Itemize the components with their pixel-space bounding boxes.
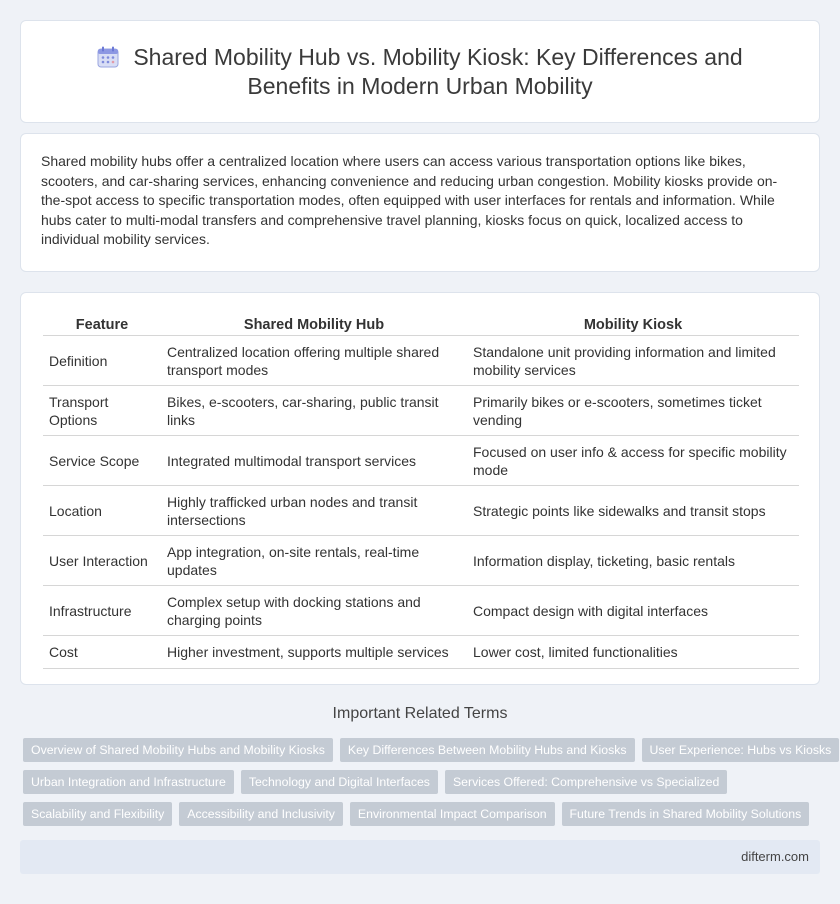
footer-site-link[interactable]: difterm.com [741,849,809,864]
table-row [43,486,799,536]
header-mobility-kiosk: Mobility Kiosk [467,313,799,336]
row-hub-value: Highly trafficked urban nodes and transit intersections [161,486,467,536]
tag-row [23,770,823,794]
comparison-card [20,292,820,685]
table-header-row [43,313,799,336]
row-feature: Cost [43,636,161,669]
row-kiosk-value: Lower cost, limited functionalities [467,636,799,669]
table-row [43,336,799,386]
related-term-tag[interactable]: Accessibility and Inclusivity [179,802,343,826]
row-kiosk-value: Information display, ticketing, basic rentals [467,536,799,586]
calendar-icon [97,46,119,68]
footer [20,840,820,874]
related-term-tag[interactable]: Environmental Impact Comparison [350,802,555,826]
row-hub-value: App integration, on-site rentals, real-time updates [161,536,467,586]
row-hub-value: Bikes, e-scooters, car-sharing, public transit links [161,386,467,436]
page-title-text: Shared Mobility Hub vs. Mobility Kiosk: Key Differences and Benefits in Modern Urban Mobility [133,44,743,99]
row-hub-value: Higher investment, supports multiple services [161,636,467,669]
row-kiosk-value: Compact design with digital interfaces [467,586,799,636]
row-feature: Definition [43,336,161,386]
header-feature: Feature [43,313,161,336]
row-kiosk-value: Focused on user info & access for specific mobility mode [467,436,799,486]
comparison-table [43,313,799,669]
related-terms-list [23,738,832,834]
related-term-tag[interactable]: Key Differences Between Mobility Hubs and Kiosks [340,738,635,762]
related-terms-heading: Important Related Terms [332,705,508,722]
title-card [20,20,820,123]
table-row [43,536,799,586]
row-kiosk-value: Strategic points like sidewalks and transit stops [467,486,799,536]
row-kiosk-value: Primarily bikes or e-scooters, sometimes ticket vending [467,386,799,436]
intro-card [20,133,820,272]
row-feature: Transport Options [43,386,161,436]
row-hub-value: Centralized location offering multiple shared transport modes [161,336,467,386]
row-kiosk-value: Standalone unit providing information and limited mobility services [467,336,799,386]
table-row [43,436,799,486]
header-shared-mobility-hub: Shared Mobility Hub [161,313,467,336]
related-term-tag[interactable]: Future Trends in Shared Mobility Solutions [562,802,810,826]
intro-paragraph: Shared mobility hubs offer a centralized location where users can access various transportation options like bikes, scooters, and car-sharing services, enhancing convenience and reducing urban congestion. Mobility kiosks provide on-the-spot access to specific transportation modes, often equipped with user interfaces for rentals and information. While hubs cater to multi-modal transfers and comprehensive travel planning, kiosks focus on quick, localized access to individual mobility services. [41,153,778,247]
table-row [43,636,799,669]
row-feature: Location [43,486,161,536]
page-title [21,43,819,101]
table-row [43,586,799,636]
related-term-tag[interactable]: Services Offered: Comprehensive vs Specialized [445,770,727,794]
related-term-tag[interactable]: Urban Integration and Infrastructure [23,770,234,794]
row-feature: Service Scope [43,436,161,486]
table-row [43,386,799,436]
tag-row [23,802,823,826]
related-term-tag[interactable]: Technology and Digital Interfaces [241,770,438,794]
row-hub-value: Integrated multimodal transport services [161,436,467,486]
related-term-tag[interactable]: Overview of Shared Mobility Hubs and Mobility Kiosks [23,738,333,762]
related-term-tag[interactable]: Scalability and Flexibility [23,802,172,826]
row-hub-value: Complex setup with docking stations and charging points [161,586,467,636]
related-term-tag[interactable]: User Experience: Hubs vs Kiosks [642,738,840,762]
tag-row [23,738,832,762]
row-feature: User Interaction [43,536,161,586]
row-feature: Infrastructure [43,586,161,636]
